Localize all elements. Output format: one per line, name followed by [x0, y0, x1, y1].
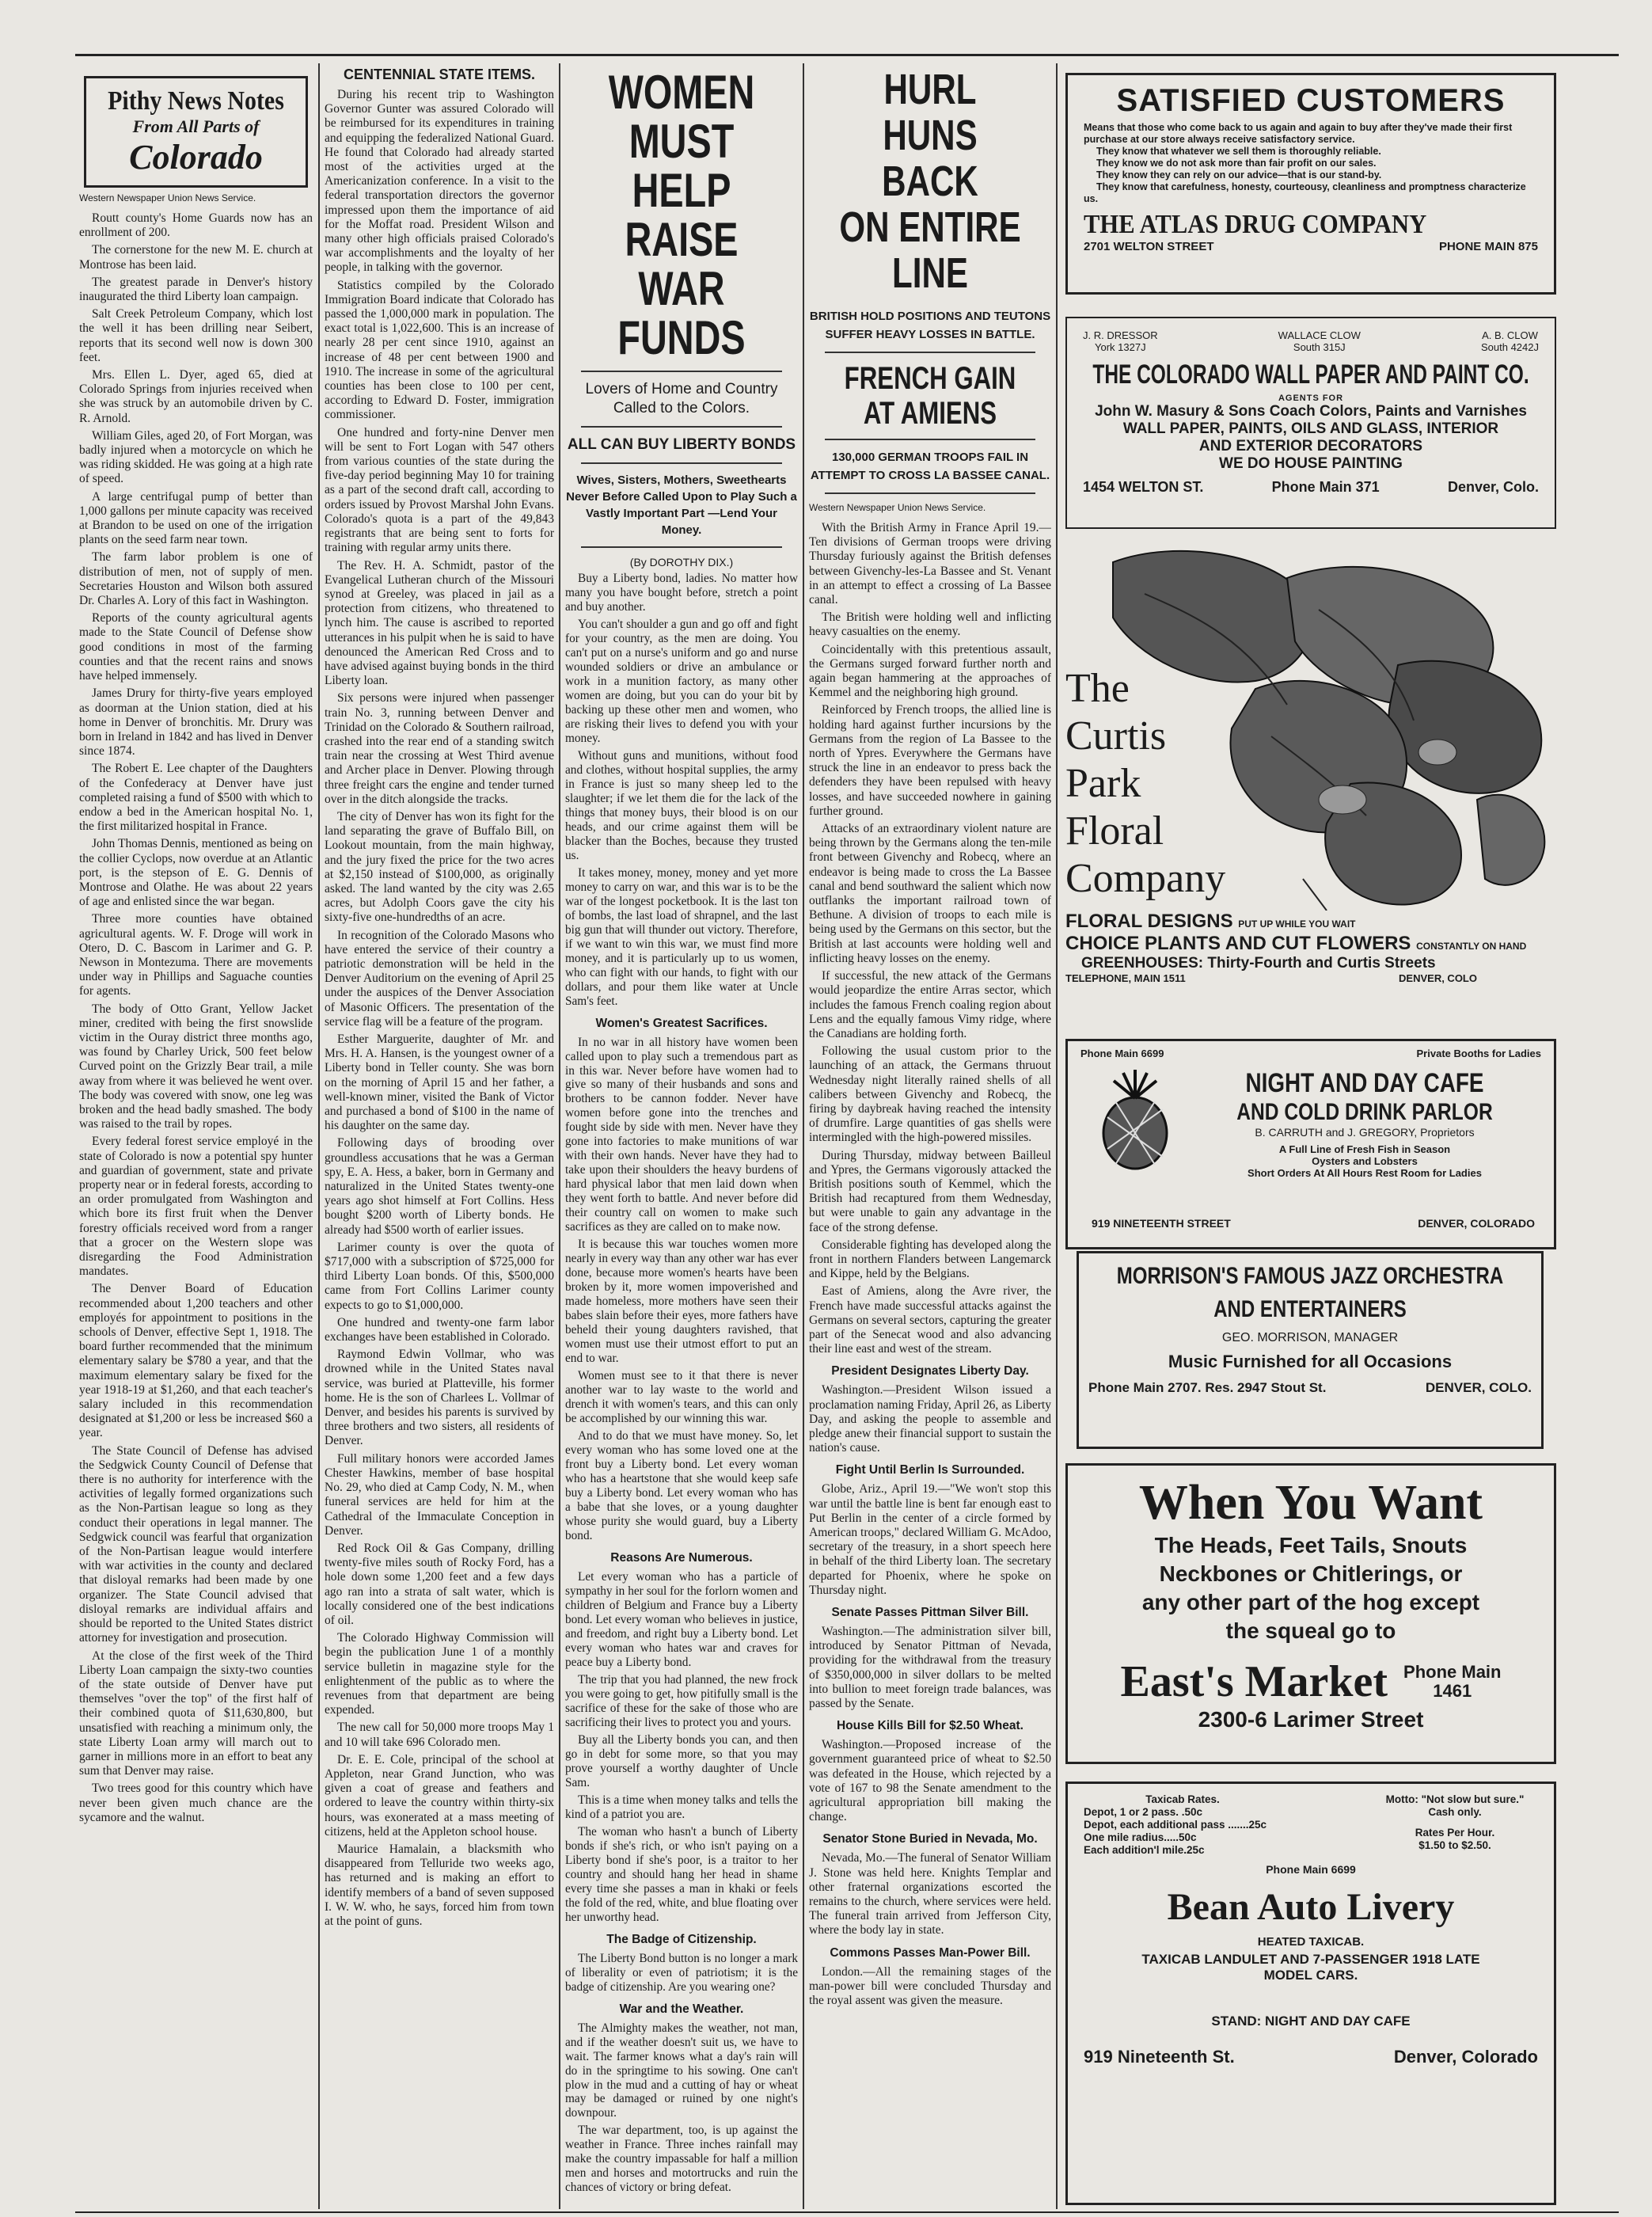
pithy-news-box [84, 76, 308, 188]
ad-hour-rate: $1.50 to $2.50. [1418, 1839, 1491, 1851]
ad-motto: Motto: "Not slow but sure." Cash only. [1385, 1793, 1525, 1818]
ad-bean-auto-livery [1065, 1782, 1556, 2205]
paragraph: Coincidentally with this pretentious assault, the Germans surged forward further north and again began hammering at the approaches of Kemmel and the neighboring high ground. [809, 642, 1051, 700]
deck-1: BRITISH HOLD POSITIONS AND TEUTONS SUFFER HEAVY LOSSES IN BATTLE. [809, 310, 1051, 341]
paragraph: It is because this war touches women more nearly in every way than any other war has ever done, because more women's hearts have been broken by it, more women impoverished and made homeless, more mothers have seen their babes slain before their eyes, more fathers have beheld their young daughters ravished, that women must use their utmost effort to put an end to war. [565, 1238, 798, 1366]
article-body [809, 521, 1051, 1356]
ad-plants: CHOICE PLANTS AND CUT FLOWERS [1065, 933, 1411, 954]
separator [581, 371, 782, 372]
paragraph: The Robert E. Lee chapter of the Daughters of the Confederacy at Denver have just completed raising a fund of $500 with which to endow a bed in the American hospital No. 1, the first militarized hospital in France. [79, 762, 313, 834]
ad-line: the squeal go to [1225, 1618, 1396, 1643]
deck-2: 130,000 GERMAN TROOPS FAIL IN ATTEMPT TO CROSS LA BASSEE CANAL. [810, 451, 1050, 482]
paragraph: Considerable fighting has developed along the front in northern Flanders between Langemarck and Kippe, held by the Belgians. [809, 1238, 1051, 1281]
paragraph: Reinforced by French troops, the allied line is holding hard against further incursions by the Germans from the region of La Bassee to the north of Ypres. Everywhere the Germans have struck the line in an endeavor to press back the defenders they have been repulsed with heavy losses, and have succeeded nowhere in gaining further ground. [809, 703, 1051, 818]
byline: Western Newspaper Union News Service. [809, 502, 986, 513]
paragraph: Maurice Hamalain, a blacksmith who disappeared from Telluride two weeks ago, has returned and is making an effort to identify members of a band of seven supposed I. W. W. who, he says, forced him from town at the point of guns. [325, 1842, 554, 1928]
paragraph: Following the usual custom prior to the launching of an attack, the Germans thruout Wednesday night literally rained shells of all calibers between Givenchy and Robecq, the firing by daybreak having reached the intensity of drumfire. Large quantities of gas shells were intermingled with the high-powered missiles. [809, 1044, 1051, 1145]
article-body [565, 1036, 798, 1543]
ad-line: MODEL CARS. [1263, 1968, 1358, 1983]
ad-phone: Phone Main 2707. Res. 2947 Stout St. [1088, 1380, 1327, 1395]
column-rule [1056, 63, 1058, 2209]
box-state: Colorado [129, 138, 263, 177]
paragraph: Statistics compiled by the Colorado Immigration Board indicate that Colorado has passed the 1,000,000 mark in population. The exact total is 1,022,600. This is an increase of nearly 28 per cent since 1910, against an increase of 48 per cent between 1900 and 1910. The increase in some of the agricultural counties has been close to 100 per cent, according to Edward D. Foster, immigration commissioner. [325, 278, 554, 422]
ad-agents-label: AGENTS FOR [1278, 394, 1344, 403]
paragraph: You can't shoulder a gun and go off and fight for your country, as the men are doing. You can't put on a nurse's uniform and go and nurse wounded soldiers or drive an ambulance or work in a munition factory, as many other women are doing, but you can do your bit by backing up these other men and women, who are risking their lives to defend you with your money. [565, 617, 798, 745]
ad-address: 919 Nineteenth St. [1084, 2047, 1235, 2067]
ad-curtis-floral [1065, 546, 1556, 1037]
deck-3: Wives, Sisters, Mothers, Sweethearts Never Before Called Upon to Play Such a Vastly Important Part —Lend Your Money. [566, 473, 797, 537]
paragraph: The Colorado Highway Commission will begin the publication June 1 of a monthly service bulletin in magazine style for the enlightenment of the public as to where the revenues from that department are being expended. [325, 1631, 554, 1717]
paragraph: Red Rock Oil & Gas Company, drilling twenty-five miles south of Rocky Ford, has a hole down some 1,200 feet and a few days ago ran into a strata of salt water, which is locally considered one of the best indications of oil. [325, 1541, 554, 1627]
paragraph: East of Amiens, along the Avre river, the French have made successful attacks against the Germans on several sectors, capturing the greater part of the Senecat wood and also advancing their line east and west of the stream. [809, 1284, 1051, 1356]
ad-easts-market [1065, 1463, 1556, 1764]
paragraph: At the close of the first week of the Third Liberty Loan campaign the sixty-two counties of the state outside of Denver have put themselves "over the top" of the first half of their combined quota of $11,630,800, but unsatisfied with reaching a minimum only, the state Liberty Loan army will march out to garner in millions more in an effort to beat any sum that Denver may raise. [79, 1648, 313, 1778]
ad-word: Park [1065, 761, 1141, 806]
ad-phone-number: 1461 [1433, 1681, 1472, 1701]
paragraph: Esther Marguerite, daughter of Mr. and Mrs. H. A. Hansen, is the youngest owner of a Liberty bond in Teller county. She was born on the morning of April 15 and her father, a well-known miner, visited the Bank of Victor and purchased a bond of $100 in the name of his daughter on the same day. [325, 1032, 554, 1133]
ad-address: 2701 WELTON STREET [1084, 240, 1214, 253]
paragraph: The Denver Board of Education recommended about 1,200 teachers and other employés for appointment to positions in the schools of Denver, effective Sept 1, 1918. The board further recommended that the minimum elementary salary be $780 a year, and that the maximum elementary salary be fixed for the year 1918-19 at $1,260, and that each teacher's salary included in this recommendation designated at $1,200 or less be increased $60 a year. [79, 1282, 313, 1440]
column-rule [318, 63, 320, 2209]
paragraph: Two trees good for this country which have never been given much chance are the sycamore and the walnut. [79, 1782, 313, 1824]
paragraph: The British were holding well and inflicting heavy casualties on the enemy. [809, 610, 1051, 639]
section-heading: CENTENNIAL STATE ITEMS. [343, 67, 535, 82]
ad-body: Means that those who come back to us again and again to buy after they've made their first purchase at our store always receive satisfactory service. [1084, 122, 1513, 145]
column-women-war-funds [565, 63, 798, 2201]
paragraph: The greatest parade in Denver's history inaugurated the third Liberty loan campaign. [79, 275, 313, 304]
ad-line: They know we do not ask more than fair profit on our sales. [1096, 158, 1377, 169]
paragraph: Buy a Liberty bond, ladies. No matter how many you have bought before, stretch a point and buy another. [565, 572, 798, 614]
paragraph: The Liberty Bond button is no longer a mark of liberality or even of patriotism; it is the badge of citizenship. Are you wearing one? [565, 1951, 798, 1994]
article-body [809, 1625, 1051, 1711]
paragraph: If successful, the new attack of the Germans would jeopardize the entire Arras sector, which includes the famous French coaling region about Lens and the equally famous Vimy ridge, where the Canadians are holding forth. [809, 969, 1051, 1040]
separator [825, 352, 1035, 353]
author-byline: (By DOROTHY DIX.) [629, 556, 734, 569]
separator [581, 462, 782, 464]
ad-rate: Depot, each additional pass .......25c [1084, 1819, 1267, 1831]
paragraph: Nevada, Mo.—The funeral of Senator William J. Stone was held here. Knights Templar and other fraternal organizations escorted the remains to the church, where services were held. The funeral train arrived from Jefferson City, where the body lay in state. [809, 1851, 1051, 1937]
article-body [79, 211, 313, 1825]
paragraph: The body of Otto Grant, Yellow Jacket miner, credited with being the first snowslide victim in the Ouray district three months ago, was found by Charley Urick, 500 feet below Curved point on the Grizzly Bear trail, a mile away from where it was believed he went over. The body was covered with snow, one leg was broken and the head badly smashed. The body was raised to the trail by ropes. [79, 1002, 313, 1131]
ad-title: When You Want [1138, 1476, 1483, 1530]
ad-line: Oysters and Lobsters [1312, 1155, 1418, 1167]
ad-line: They know that whatever we sell them is thoroughly reliable. [1096, 146, 1381, 157]
paragraph: The Almighty makes the weather, not man, and if the weather doesn't suit us, we have to wait. The farmer knows what a day's rain will do in the springtime to his sowing. One can't plow in the mud and a cutting of hay or wheat may be damaged or ruined by one night's downpour. [565, 2021, 798, 2120]
paragraph: Dr. E. E. Cole, principal of the school at Appleton, near Grand Junction, who was given a coat of grease and feathers and ordered to leave the country within thirty-six hours, was exonerated at a mass meeting of citizens, held at the Appleton school house. [325, 1752, 554, 1839]
ad-subtitle: AND COLD DRINK PARLOR [1236, 1099, 1493, 1125]
ad-greenhouses: GREENHOUSES: Thirty-Fourth and Curtis Streets [1081, 955, 1436, 972]
paragraph: Let every woman who has a particle of sympathy in her soul for the forlorn women and children of Belgium and France buy a Liberty bond. Let every woman who believes in justice, and freedom, and right buy a Liberty bond. Let every woman who hates war and craves for peace buy a Liberty bond. [565, 1569, 798, 1669]
paragraph: Larimer county is over the quota of $717,000 with a subscription of $725,000 for third Liberty Loan bonds. Of this, $500,000 came from Fort Collins Larimer county expects to go to $1,000,000. [325, 1240, 554, 1312]
ad-subtitle: AND ENTERTAINERS [1213, 1296, 1407, 1322]
ad-rate: Depot, 1 or 2 pass. .50c [1084, 1806, 1203, 1818]
article-body [565, 2021, 798, 2196]
paragraph: John Thomas Dennis, mentioned as being on the collier Cyclops, now overdue at an Atlantic port, is the stepson of E. G. Dennis of Montrose and Olathe. He was about 22 years of age and enlisted since the war began. [79, 837, 313, 909]
paragraph: The cornerstone for the new M. E. church at Montrose has been laid. [79, 243, 313, 272]
paragraph: The city of Denver has won its fight for the land separating the grave of Buffalo Bill, on Lookout mountain, from the main highway, and the jury fixed the price for the two acres at $2,150 instead of $100,000, as originally asked. The land wanted by the city was 2.65 acres, but Adolph Coors gave the city his sixty-five one-hundredths of an acre. [325, 809, 554, 925]
ad-city: Denver, Colo. [1447, 479, 1539, 495]
paragraph: The State Council of Defense has advised the Sedgwick County Council of Defense that there is no authority for interference with the activities of legally formed organizations such as the Non-Partisan league so long as they conduct their operations in legal manner. The Sedgwick council was fearful that organization of the Non-Partisan league would interfere with war activities in the county and declared that disloyal remarks had been made by one organizer. The State Council advised that disloyal remarks are individual affairs and should be reported to the United States district attorney for investigation and prosecution. [79, 1443, 313, 1645]
paragraph: The trip that you had planned, the new frock you were going to get, how pitifully small is the sacrifice of these for the sake of those who are sacrificing their lives to protect you and yours. [565, 1672, 798, 1729]
separator [581, 546, 782, 548]
paragraph: This is a time when money talks and tells the kind of a patriot you are. [565, 1793, 798, 1821]
ad-phone-label: Phone Main [1403, 1662, 1502, 1682]
paragraph: The war department, too, is up against the weather in France. Three inches rainfall may make the country impassable for half a million men and horses and motortrucks and ruin the chances of victory or bring defeat. [565, 2124, 798, 2195]
ad-market-name: East's Market [1120, 1657, 1388, 1706]
subhead: War and the Weather. [619, 2002, 744, 2016]
separator [581, 426, 782, 428]
ad-atlas-drug [1065, 73, 1556, 295]
paragraph: One hundred and forty-nine Denver men will be sent to Fort Logan with 547 others from various counties of the state during the five-day period beginning May 10 for training as a part of the second draft call, according to orders issued by Provost Marshal John Evans. Colorado's quota is a part of the 49,843 registrants that are being sent to forts for training with regular army units there. [325, 425, 554, 555]
box-title: Pithy News Notes [108, 86, 284, 116]
column-rule [559, 63, 560, 2209]
ad-line: The Heads, Feet Tails, Snouts [1154, 1533, 1468, 1557]
subhead: Fight Until Berlin Is Surrounded. [835, 1463, 1025, 1477]
paragraph: The Rev. H. A. Schmidt, pastor of the Evangelical Lutheran church of the Missouri synod at Greeley, was placed in jail as a protection from citizens, who threatened to lynch him. The cause is ascribed to reported utterances in his pulpit when he is said to have denounced the American Red Cross and to have advised against buying bonds in the third Liberty loan. [325, 558, 554, 688]
ad-city: Denver, Colorado [1393, 2047, 1538, 2067]
paragraph: Washington.—The administration silver bill, introduced by Senator Pittman of Nevada, providing for the withdrawal from the treasury of $350,000,000 in silver dollars to be melted into bullion to meet foreign trade balances, was passed by the Senate. [809, 1625, 1051, 1711]
ad-hour-title: Rates Per Hour. [1415, 1827, 1495, 1839]
paragraph: One hundred and twenty-one farm labor exchanges have been established in Colorado. [325, 1315, 554, 1344]
ad-phone: TELEPHONE, MAIN 1511 [1065, 972, 1186, 984]
article-body [325, 88, 554, 1929]
partner-name: WALLACE CLOW [1278, 329, 1361, 341]
paragraph: In recognition of the Colorado Masons who have entered the service of their country a patriotic demonstration will be held in the Denver Auditorium on the evening of April 25 under the auspices of the Denver Association of Masonic Officers. The presentation of the service flag will be a feature of the program. [325, 928, 554, 1029]
ad-line: AND EXTERIOR DECORATORS [1198, 438, 1423, 454]
paragraph: Three more counties have obtained agricultural agents. W. F. Droge will work in Otero, D. C. Bascom in Larimer and G. P. Newson in Montezuma. There are movements under way in Phillips and Saguache counties for agents. [79, 912, 313, 998]
paragraph: And to do that we must have money. So, let every woman who has some loved one at the front buy a Liberty bond. Let every woman who has a heartstone that she would keep safe buy a Liberty bond. Let every woman who has a babe that she loves, or a young daughter whose purity she would guard, buy a Liberty bond. [565, 1429, 798, 1542]
column-hurl-huns [809, 63, 1051, 2201]
ad-phone: PHONE MAIN 875 [1438, 240, 1538, 253]
ad-jazz-orchestra [1077, 1251, 1544, 1449]
ad-address: 2300-6 Larimer Street [1198, 1707, 1424, 1732]
paragraph: Mrs. Ellen L. Dyer, aged 65, died at Colorado Springs from injuries received when she was struck by an automobile driven by C. R. Arnold. [79, 368, 313, 425]
ad-company-name: THE COLORADO WALL PAPER AND PAINT CO. [1092, 359, 1529, 390]
paragraph: Six persons were injured when passenger train No. 3, running between Denver and Trinidad on the Colorado & Southern railroad, crashed into the rear end of a standing switch train near the crossing at West Third avenue and Archer place in Denver. Plowing through three freight cars the engine and tender turned over in the ditch alongside the tracks. [325, 691, 554, 806]
byline: Western Newspaper Union News Service. [79, 192, 256, 203]
paragraph: Attacks of an extraordinary violent nature are being thrown by the Germans along the ten-mile front between Givenchy and Robecq, where an endeavor is being made to cross the La Bassee canal and bend southward the salient which now outflanks the important railroad town of Bethune. A division of troops to each mile is being used by the Germans on this sector, but the British at last accounts were holding well and inflicting heavy losses on the enemy. [809, 822, 1051, 965]
paragraph: Women must see to it that there is never another war to lay waste to the world and drench it with women's tears, and this can only be accomplished by our winning this war. [565, 1369, 798, 1426]
article-body [565, 1952, 798, 1995]
ad-phone: Phone Main 6699 [1080, 1048, 1164, 1059]
ad-city: DENVER, COLO [1399, 972, 1477, 984]
headline-line-1: WOMEN MUST HELP [608, 66, 755, 217]
subhead: The Badge of Citizenship. [606, 1932, 757, 1946]
ad-word: Company [1065, 856, 1226, 901]
subhead: Senate Passes Pittman Silver Bill. [831, 1606, 1029, 1620]
paragraph: In no war in all history have women been called upon to play such a tremendous part as in this war. Never before have women had to give so many of their husbands and sons and brothers to be cannon fodder. Never have women before gone into the trenches and fought side by side with men. Never have they gone into factories to make munitions of war with their own hands. Never have they had to take upon their shoulders the heavy burdens of hard physical labor that men laid down when they went forth to battle. And never before did their country call on women to make such sacrifices as they are called on to make now. [565, 1035, 798, 1234]
ad-line: John W. Masury & Sons Coach Colors, Paints and Varnishes [1095, 403, 1527, 420]
article-body [565, 1570, 798, 1925]
article-body [809, 1482, 1051, 1598]
column-pithy-news [79, 63, 313, 2201]
ad-address: 1454 WELTON ST. [1083, 479, 1204, 495]
paragraph: William Giles, aged 20, of Fort Morgan, was badly injured when a motorcycle on which he was riding skidded. He was going at a high rate of speed. [79, 428, 313, 486]
paragraph: Every federal forest service employé in the state of Colorado is now a potential spy hunter and guardian of government, state and private property near or in federal forests, according to an order promulgated from Washington and which bore its first fruit when the Denver forestry officials received word from a ranger that a grocer on the Western slope was disregarding the Food Administration mandates. [79, 1135, 313, 1279]
partner-phone: South 315J [1293, 341, 1346, 353]
paragraph: London.—All the remaining stages of the man-power bill were concluded Thursday and the royal assent was given the measure. [809, 1964, 1051, 2008]
paragraph: Routt county's Home Guards now has an enrollment of 200. [79, 211, 313, 240]
ad-city: DENVER, COLORADO [1418, 1217, 1535, 1230]
ad-title: NIGHT AND DAY CAFE [1245, 1068, 1484, 1098]
ad-heated: HEATED TAXICAB. [1257, 1935, 1365, 1949]
ad-booths: Private Booths for Ladies [1416, 1048, 1541, 1059]
ad-manager: GEO. MORRISON, MANAGER [1221, 1331, 1399, 1344]
column-centennial [325, 63, 554, 2201]
paragraph: Without guns and munitions, without food and clothes, without hospital supplies, the army in France is just so many sheep led to the slaughter; if we let them die for the lack of the things that money buys, their blood is on our heads, and our crime against them will be blacker than the Boches, because they trusted us. [565, 748, 798, 862]
paragraph: The woman who hasn't a bunch of Liberty bonds if she's rich, or who isn't paying on a Liberty bond if she's poor, is a traitor to her country and should hang her head in shame every time she passes a man in khaki or feels the fold of the red, white, and blue floating over her unworthy head. [565, 1824, 798, 1924]
paragraph: During his recent trip to Washington Governor Gunter was assured Colorado will be reimbursed for its expenditures in training and equipping the federalized National Guard. He found that Colorado had already started most of the activities urged at the Americanization conference. In a visit to the federal transportation directors the governor impressed upon them the importance of aid for the Moffat road. President Wilson and many other high officials praised Colorado's war accomplishments and the loyalty of her people, in talking with the governor. [325, 88, 554, 275]
ad-line: They know that carefulness, honesty, courteousy, cleanliness and promptness characterize us. [1084, 181, 1526, 204]
ad-line: Neckbones or Chitlerings, or [1159, 1561, 1463, 1586]
column-rule [803, 63, 804, 2209]
ad-line: TAXICAB LANDULET AND 7-PASSENGER 1918 LATE [1141, 1952, 1480, 1967]
paragraph: Washington.—Proposed increase of the government guaranteed price of wheat to $2.50 was defeated in the House, which rejected by a vote of 167 to 98 the Senate amendment to the agricultural appropriation bill making the change. [809, 1738, 1051, 1824]
ad-company-name: Bean Auto Livery [1167, 1886, 1455, 1928]
ad-while-you-wait: PUT UP WHILE YOU WAIT [1238, 918, 1356, 930]
partner-phone: York 1327J [1095, 341, 1146, 353]
paragraph: Washington.—President Wilson issued a proclamation naming Friday, April 26, as Liberty Day, and asking the people to assemble and pledge anew their financial support to sustain the nation's cause. [809, 1383, 1051, 1455]
subhead: Commons Passes Man-Power Bill. [830, 1945, 1031, 1960]
ad-line: WE DO HOUSE PAINTING [1219, 455, 1403, 472]
separator [825, 439, 1035, 440]
paragraph: Full military honors were accorded James Chester Hawkins, member of base hospital No. 29, who died at Camp Cody, N. M., when funeral services are held for him at the Cathedral of the Immaculate Conception in Denver. [325, 1451, 554, 1538]
paragraph: Reports of the county agricultural agents made to the State Council of Defense show good conditions in most of the farming counties and that the recent rains and snows have helped immensely. [79, 611, 313, 683]
partner-name: J. R. DRESSOR [1083, 329, 1158, 341]
ad-line: WALL PAPER, PAINTS, OILS AND GLASS, INTERIOR [1122, 420, 1499, 437]
paragraph: The farm labor problem is one of distribution of men, not of supply of men. Secretaries Houston and Wilson both assured Dr. Charles A. Lory of this fact in Washington. [79, 550, 313, 608]
paragraph: Globe, Ariz., April 19.—"We won't stop this war until the battle line is bent far enough east to Put Berlin in the center of a circle formed by American troops," declared William G. McAdoo, secretary of the treasury, in a short speech here in behalf of the third Liberty loan. The secretary departed for Phoenix, where he spoke on Thursday night. [809, 1482, 1051, 1597]
article-body [809, 1851, 1051, 1937]
ad-line: A Full Line of Fresh Fish in Season [1278, 1143, 1451, 1155]
paragraph: Buy all the Liberty bonds you can, and then go in debt for some more, so that you may prove yourself a worthy daughter of Uncle Sam. [565, 1732, 798, 1789]
ad-line: They know they can rely on our advice—that is our stand-by. [1096, 169, 1382, 181]
ad-city: DENVER, COLO. [1425, 1380, 1532, 1395]
article-body [565, 572, 798, 1009]
pineapple-icon [1092, 1070, 1179, 1173]
partner-name: A. B. CLOW [1482, 329, 1538, 341]
subhead: Women's Greatest Sacrifices. [595, 1016, 768, 1030]
ad-phone: Phone Main 6699 [1266, 1863, 1356, 1876]
ad-word: Floral [1065, 808, 1164, 854]
subhead: Senator Stone Buried in Nevada, Mo. [822, 1832, 1038, 1846]
box-from: From All Parts of [132, 116, 260, 136]
subhead: House Kills Bill for $2.50 Wheat. [836, 1719, 1023, 1733]
article-body [809, 1383, 1051, 1455]
paragraph: With the British Army in France April 19.—Ten divisions of German troops were driving Thursday furiously against the British defenses between Givenchy-les-La Bassee and St. Venant in an attempt to effect a crossing of La Bassee canal. [809, 521, 1051, 607]
paragraph: James Drury for thirty-five years employed as doorman at the Union station, died at his home in Denver of bronchitis. Mr. Drury was born in Ireland in 1842 and has lived in Denver since 1874. [79, 686, 313, 759]
paragraph: It takes money, money, money and yet more money to carry on war, and this war is to be the war of the longest pocketbook. It is the last ton of bombs, the last load of shrapnel, and the last big gun that will thunder out victory. Therefore, if we want to win this war, we must find more money, and it is particularly up to us women, who can fight with our hands, to fight with our dollars, and pour them like water at Uncle Sam's feet. [565, 865, 798, 1008]
paragraph: A large centrifugal pump of better than 1,000 gallons per minute capacity was received at Brandon to be used on one of the irrigation plants on the seed farm near town. [79, 489, 313, 547]
deck-2: ALL CAN BUY LIBERTY BONDS [567, 436, 796, 453]
ad-word: The [1065, 666, 1130, 711]
paragraph: Following days of brooding over groundless accusations that he was a German spy, E. A. Hess, a baker, born in Germany and naturalized in the United States twenty-one years ago shot himself at Fort Collins. Hess bought $200 worth of Liberty bonds. He already had $500 worth of earlier issues. [325, 1136, 554, 1237]
ad-word: Curtis [1065, 713, 1167, 759]
ad-wall-paper [1065, 317, 1556, 529]
ad-address: 919 NINETEENTH STREET [1092, 1217, 1231, 1230]
ad-night-day-cafe [1065, 1039, 1556, 1249]
ad-rates-title: Taxicab Rates. [1145, 1793, 1220, 1805]
headline-line-2: RAISE WAR FUNDS [617, 213, 746, 364]
ad-rate: Each addition'l mile.25c [1084, 1844, 1205, 1856]
ad-floral-designs: FLORAL DESIGNS [1065, 911, 1233, 932]
ad-line: Short Orders At All Hours Rest Room for Ladies [1248, 1167, 1482, 1179]
ad-proprietors: B. CARRUTH and J. GREGORY, Proprietors [1255, 1126, 1475, 1139]
ad-line: Music Furnished for all Occasions [1168, 1352, 1453, 1371]
article-body [809, 1738, 1051, 1824]
paragraph: During Thursday, midway between Bailleul and Ypres, the Germans vigorously attacked the British positions south of Kemmel, which the British had recaptured from them Wednesday, but were unable to gain any advantage in the face of the strong defense. [809, 1148, 1051, 1234]
ad-title: SATISFIED CUSTOMERS [1116, 83, 1506, 118]
top-rule [75, 54, 1619, 56]
ad-on-hand: CONSTANTLY ON HAND [1416, 941, 1527, 952]
ad-title: MORRISON'S FAMOUS JAZZ ORCHESTRA [1116, 1263, 1504, 1289]
ad-stand: STAND: NIGHT AND DAY CAFE [1211, 2014, 1411, 2029]
subhead: President Designates Liberty Day. [831, 1364, 1029, 1378]
paragraph: The new call for 50,000 more troops May 1 and 10 will take 696 Colorado men. [325, 1721, 554, 1749]
ad-phone: Phone Main 371 [1271, 479, 1380, 495]
paragraph: Raymond Edwin Vollmar, who was drowned while in the United States naval service, was buried at Platteville, his former home. He is the son of Charlees L. Vollmar of Denver, and besides his parents is survived by three brothers and two sisters, all residents of Denver. [325, 1348, 554, 1448]
ad-company-name: THE ATLAS DRUG COMPANY [1084, 210, 1427, 239]
ad-rate: One mile radius.....50c [1084, 1831, 1197, 1843]
headline-line-2: ON ENTIRE LINE [839, 203, 1021, 297]
article-body [809, 1965, 1051, 2009]
ad-line: any other part of the hog except [1141, 1590, 1480, 1614]
deck-1: Lovers of Home and Country Called to the Colors. [585, 381, 778, 416]
partner-phone: South 4242J [1480, 341, 1539, 353]
paragraph: Salt Creek Petroleum Company, which lost the well it has been drilling near Seibert, reports that its second well now is down 300 feet. [79, 307, 313, 364]
separator [825, 492, 1035, 494]
subhead: Reasons Are Numerous. [610, 1550, 753, 1565]
bottom-rule [75, 2211, 1619, 2213]
headline-line-1: HURL HUNS BACK [882, 66, 978, 205]
headline-line-3: FRENCH GAIN AT AMIENS [844, 361, 1016, 431]
